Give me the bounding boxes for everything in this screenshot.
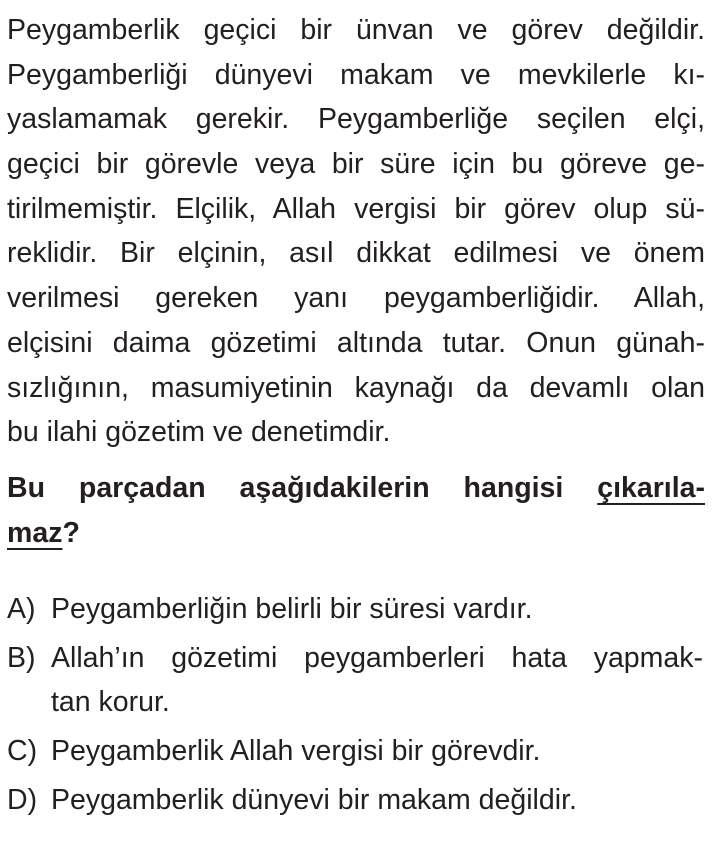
question-emphasis: maz <box>7 516 63 549</box>
option-c[interactable] <box>7 729 705 774</box>
option-a[interactable] <box>7 587 705 632</box>
passage-line: verilmesi gereken yanı peygamberliğidir. Allah, <box>7 282 705 315</box>
passage-line: tirilmemiştir. Elçilik, Allah vergisi bir görev olup sü- <box>7 192 705 225</box>
passage-line: yaslamamak gerekir. Peygamberliğe seçilen elçi, <box>7 103 705 136</box>
passage-line: Peygamberliği dünyevi makam ve mevkilerle kı- <box>7 58 705 91</box>
question-mark: ? <box>62 516 80 549</box>
option-letter: B) <box>7 641 36 674</box>
passage-line: elçisini daima gözetimi altında tutar. Onun günah- <box>7 326 705 359</box>
question-line <box>7 466 705 511</box>
passage-line: reklidir. Bir elçinin, asıl dikkat edilmesi ve önem <box>7 237 705 270</box>
question-stem <box>7 466 705 556</box>
option-text: Peygamberlik dünyevi bir makam değildir. <box>51 783 577 816</box>
passage-line: sızlığının, masumiyetinin kaynağı da devamlı olan <box>7 371 705 404</box>
passage-line: geçici bir görevle veya bir süre için bu göreve ge- <box>7 148 705 181</box>
question-emphasis: çıkarıla- <box>597 471 705 504</box>
option-letter: A) <box>7 592 36 625</box>
question-text: Bu parçadan aşağıdakilerin hangisi <box>7 471 564 504</box>
option-d[interactable] <box>7 778 705 823</box>
option-letter: C) <box>7 734 38 767</box>
option-text: Peygamberlik Allah vergisi bir görevdir. <box>51 734 541 767</box>
question-line <box>7 511 705 556</box>
option-text: tan korur. <box>51 686 170 719</box>
passage-line: bu ilahi gözetim ve denetimdir. <box>7 416 391 449</box>
option-b[interactable] <box>7 636 705 725</box>
option-text: Peygamberliğin belirli bir süresi vardır. <box>51 592 533 625</box>
option-text: Allah’ın gözetimi peygamberleri hata yapmak- <box>51 641 703 674</box>
option-letter: D) <box>7 783 38 816</box>
reading-passage <box>7 8 705 455</box>
passage-line: Peygamberlik geçici bir ünvan ve görev değildir. <box>7 14 705 46</box>
question-page <box>7 8 705 822</box>
answer-options <box>7 587 705 822</box>
